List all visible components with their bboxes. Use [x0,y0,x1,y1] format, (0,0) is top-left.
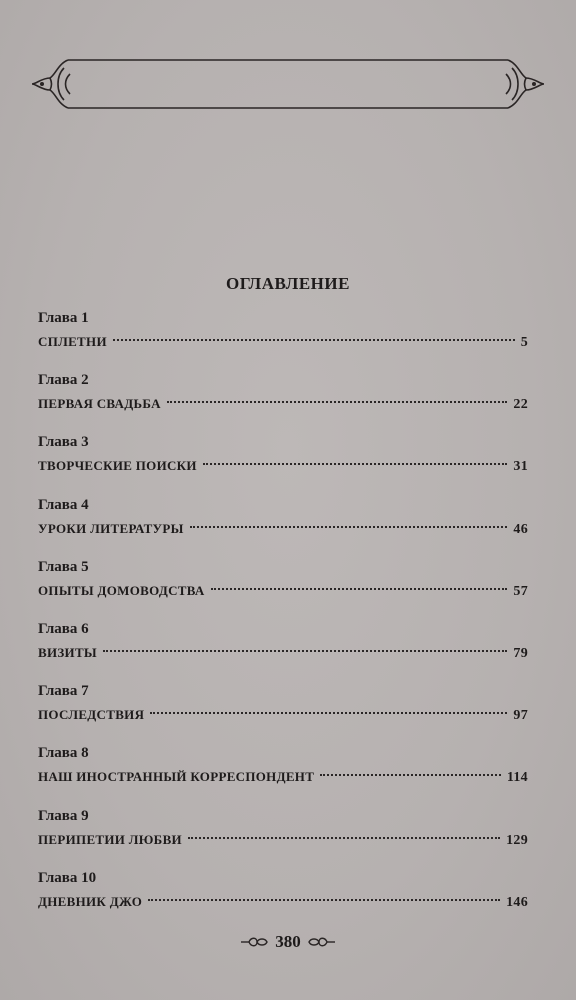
toc-entry [38,431,528,493]
chapter-label: Глава 2 [38,372,89,389]
toc-row[interactable] [38,889,528,915]
page-number: 57 [513,583,528,599]
decorative-header-frame [28,54,548,114]
dot-leader [211,587,508,590]
toc-entry [38,556,528,618]
chapter-title: ТВОРЧЕСКИЕ ПОИСКИ [38,458,197,474]
dot-leader [320,773,501,776]
dot-leader [148,898,500,901]
toc-row[interactable] [38,640,528,666]
toc-entry [38,680,528,742]
toc-row[interactable] [38,453,528,479]
left-flourish-icon [239,934,269,950]
toc-entry [38,805,528,867]
toc-entry [38,369,528,431]
toc-entry [38,618,528,680]
page-number: 79 [513,645,528,661]
page-number: 31 [513,459,528,475]
dot-leader [167,400,508,403]
toc-entry [38,494,528,556]
chapter-title: ПОСЛЕДСТВИЯ [38,707,145,723]
chapter-title: СПЛЕТНИ [38,334,107,349]
chapter-label: Глава 9 [38,807,89,824]
chapter-title: ПЕРИПЕТИИ ЛЮБВИ [38,831,182,847]
toc-row[interactable] [38,516,528,542]
chapter-label: Глава 1 [38,310,89,326]
toc-row[interactable] [38,391,528,417]
toc-entry [38,867,528,929]
dot-leader [188,836,500,839]
dot-leader [103,649,507,652]
toc-entry [38,742,528,804]
page-footer [0,930,576,954]
chapter-label: Глава 4 [38,496,89,513]
right-flourish-icon [307,934,337,950]
toc-title: ОГЛАВЛЕНИЕ [226,274,350,293]
page-number: 97 [513,708,528,724]
toc-row[interactable] [38,764,528,790]
dot-leader [203,462,508,465]
chapter-label: Глава 8 [38,745,89,762]
dot-leader [113,338,515,341]
dot-leader [150,711,507,714]
page-number: 129 [506,832,528,848]
chapter-title: ДНЕВНИК ДЖО [38,893,143,909]
page-number: 114 [506,770,528,786]
chapter-title: ОПЫТЫ ДОМОВОДСТВА [38,582,205,598]
chapter-label: Глава 5 [38,558,89,575]
toc-row[interactable] [38,578,528,604]
chapter-title: НАШ ИНОСТРАННЫЙ КОРРЕСПОНДЕНТ [38,769,315,785]
chapter-label: Глава 6 [38,620,89,637]
chapter-title: УРОКИ ЛИТЕРАТУРЫ [38,520,184,536]
chapter-label: Глава 7 [38,683,89,700]
chapter-label: Глава 3 [38,434,89,451]
chapter-title: ПЕРВАЯ СВАДЬБА [38,396,161,412]
folio-page-number: 380 [275,932,301,951]
chapter-label: Глава 10 [38,869,97,886]
toc-list [38,307,528,929]
page-number: 5 [520,335,528,350]
toc-entry [38,307,528,369]
toc-row[interactable] [38,827,528,853]
toc-row[interactable] [38,702,528,728]
page-number: 22 [513,397,528,413]
page-number: 146 [506,894,528,910]
toc-row[interactable] [38,329,528,355]
dot-leader [190,525,508,528]
page-number: 46 [513,521,528,537]
chapter-title: ВИЗИТЫ [38,644,97,660]
